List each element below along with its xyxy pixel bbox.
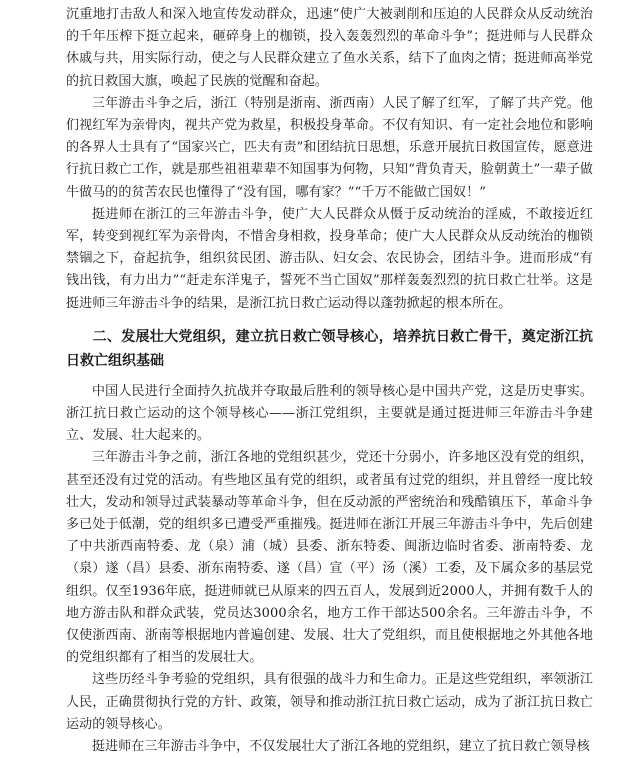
paragraph-people-understanding: 三年游击斗争之后，浙江（特别是浙南、浙西南）人民了解了红军，了解了共产党。他们视红军为亲骨肉，视共产党为救星，积极投身革命。不仅有知识、有一定社会地位和影响的各界人士具有了“国家兴亡，匹夫有责”和团结抗日思想，乐意开展抗日救国宣传，愿意进行抗日救亡工作，就是那些祖祖辈辈不知国事为何物，只知“背负青天，脸朝黄土”一辈子做牛做马的的贫苦农民也懂得了“没有国，哪有家？”“千万不能做亡国奴！”: [66, 95, 593, 200]
paragraph-party-growth: 三年游击斗争之前，浙江各地的党组织甚少，党还十分弱小，许多地区没有党的组织，甚至还没有过党的活动。有些地区虽有党的组织，或者虽有过党的组织，并且曾经一度比较壮大，发动和领导过武装暴动等革命斗争，但在反动派的严密统治和残酷镇压下，革命斗争多已处于低潮，党的组织多已遭受严重摧残。挺进师在浙江开展三年游击斗争中，先后创建了中共浙西南特委、龙（泉）浦（城）县委、浙东特委、闽浙边临时省委、浙南特委、龙（泉）遂（昌）县委、浙东南特委、遂（昌）宣（平）汤（溪）工委，及下属众多的基层党组织。仅至1936年底，挺进师就已从原来的四五百人，发展到近2000人，并拥有数千人的地方游击队和群众武装，党员达3000余名，地方工作干部达500余名。三年游击斗争，不仅使浙西南、浙南等根据地内普遍创建、发展、壮大了党组织，而且使根据地之外其他各地的党组织都有了相当的发展壮大。: [66, 450, 593, 666]
paragraph-guerrilla-results: 挺进师在浙江的三年游击斗争，使广大人民群众从慑于反动统治的淫威，不敢接近红军，转变到视红军为亲骨肉，不惜舍身相救，投身革命；使广大人民群众从反动统治的枷锁禁锢之下，奋起抗争，组织贫民团、游击队、妇女会、农民协会，团结斗争。进而形成“有钱出钱，有力出力”“赶走东洋鬼子，誓死不当亡国奴”那样轰轰烈烈的抗日救亡壮举。这是挺进师三年游击斗争的结果，是浙江抗日救亡运动得以蓬勃掀起的根本所在。: [66, 206, 593, 311]
section-heading: 二、发展壮大党组织，建立抗日救亡领导核心，培养抗日救亡骨干，奠定浙江抗日救亡组织基础: [66, 328, 593, 369]
paragraph-intro-continued: 沉重地打击敌人和深入地宣传发动群众，迅速“使广大被剥削和压迫的人民群众从反动统治的千年压榨下挺立起来，砸碎身上的枷锁，投入轰轰烈烈的革命斗争”；挺进师与人民群众休戚与共，用实际行动，使之与人民群众建立了鱼水关系，结下了血肉之情；挺进师高举党的抗日救国大旗，唤起了民族的觉醒和奋起。: [66, 7, 593, 89]
paragraph-party-strength: 这些历经斗争考验的党组织，具有很强的战斗力和生命力。正是这些党组织，率领浙江人民，正确贯彻执行党的方针、政策，领导和推动浙江抗日救亡运动，成为了浙江抗日救亡运动的领导核心。: [66, 672, 593, 732]
paragraph-leadership-core: 中国人民进行全面持久抗战并夺取最后胜利的领导核心是中国共产党，这是历史事实。浙江抗日救亡运动的这个领导核心——浙江党组织，主要就是通过挺进师三年游击斗争建立、发展、壮大起来的。: [66, 383, 593, 444]
paragraph-truncated: 挺进师在三年游击斗争中，不仅发展壮大了浙江各地的党组织，建立了抗日救亡领导核: [92, 739, 590, 755]
